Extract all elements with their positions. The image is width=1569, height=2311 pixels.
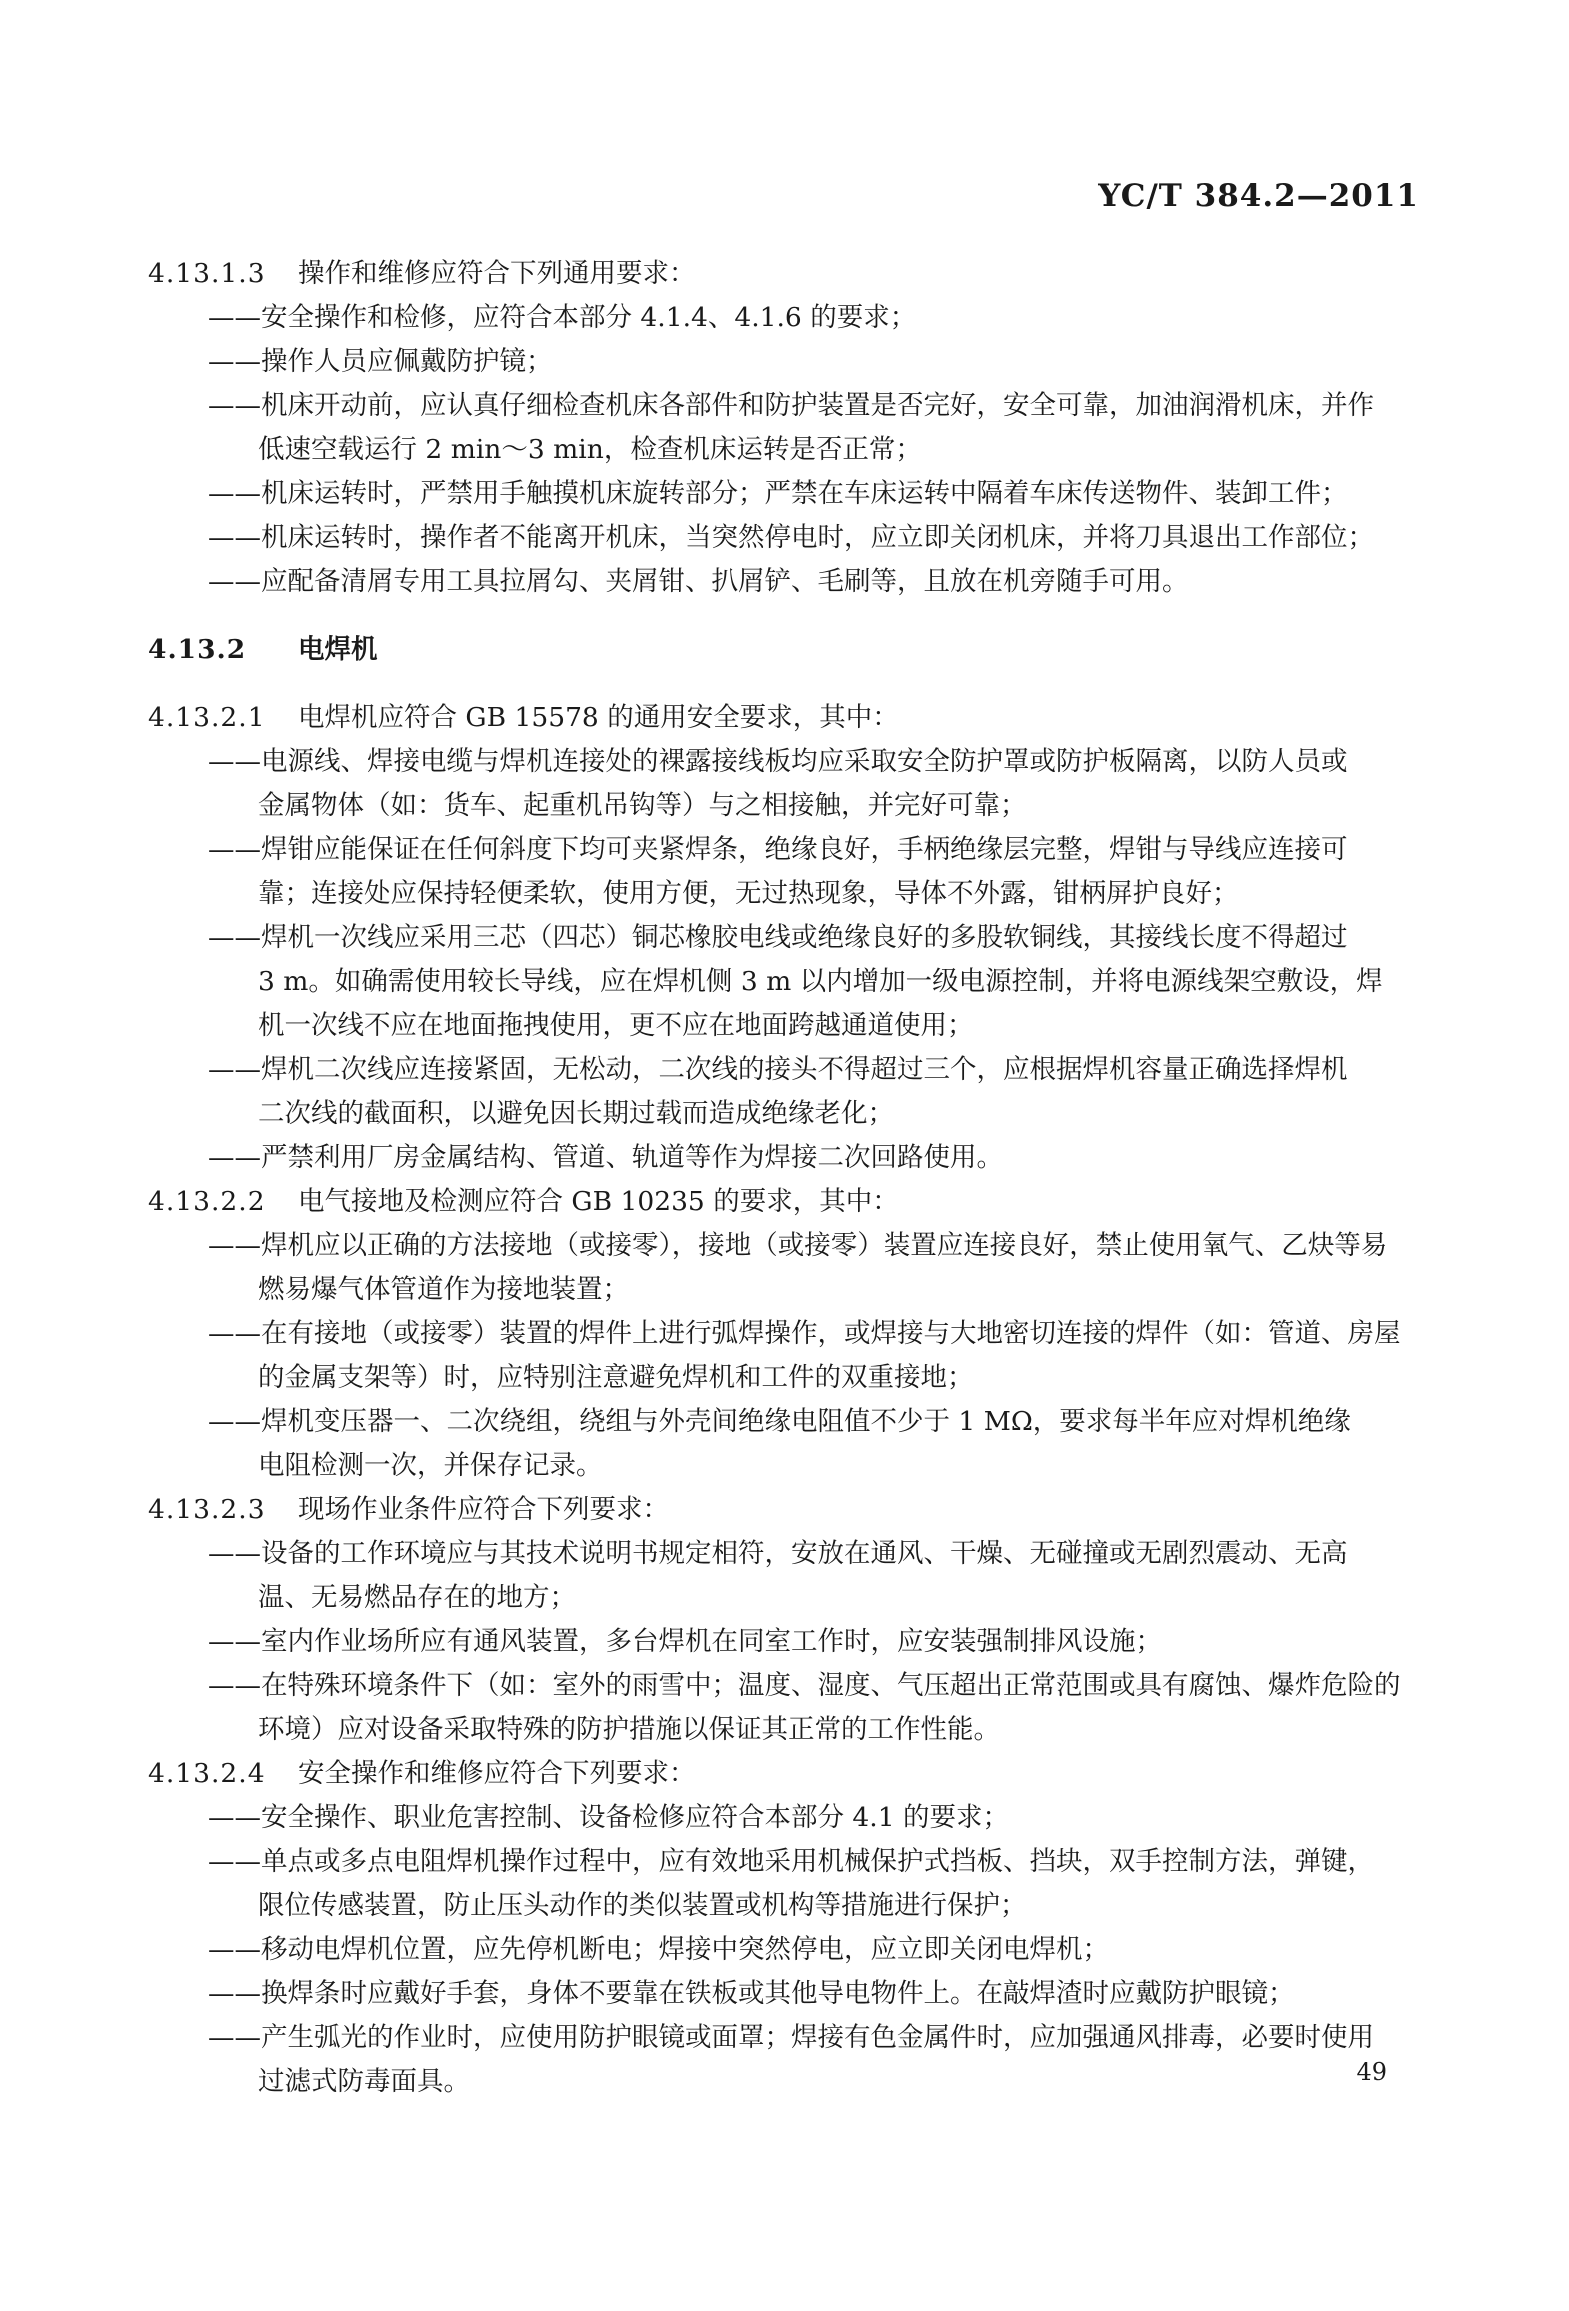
- clause-number: 4.13.1.3: [148, 258, 266, 289]
- clause-line: [148, 1180, 1420, 1224]
- list-item: ——室内作业场所应有通风装置，多台焊机在同室工作时，应安装强制排风设施；: [208, 1626, 1162, 1657]
- list-item-continuation: 低速空载运行 2 min～3 min，检查机床运转是否正常；: [258, 434, 922, 465]
- clause-number: 4.13.2.4: [148, 1758, 266, 1789]
- list-item: ——单点或多点电阻焊机操作过程中，应有效地采用机械保护式挡板、挡块，双手控制方法，弹键，: [208, 1846, 1374, 1877]
- list-item: ——设备的工作环境应与其技术说明书规定相符，安放在通风、干燥、无碰撞或无剧烈震动、无高: [208, 1538, 1348, 1569]
- list-item-continuation: 环境）应对设备采取特殊的防护措施以保证其正常的工作性能。: [258, 1714, 1000, 1745]
- list-item-continuation: 机一次线不应在地面拖拽使用，更不应在地面跨越通道使用；: [258, 1010, 974, 1041]
- list-item: ——严禁利用厂房金属结构、管道、轨道等作为焊接二次回路使用。: [208, 1142, 1003, 1173]
- clause-text: 电焊机应符合 GB 15578 的通用安全要求，其中：: [298, 702, 899, 733]
- list-item: ——机床开动前，应认真仔细检查机床各部件和防护装置是否完好，安全可靠，加油润滑机床，并作: [208, 390, 1374, 421]
- list-item-continuation: 电阻检测一次，并保存记录。: [258, 1450, 603, 1481]
- clause-number: 4.13.2.1: [148, 702, 266, 733]
- clause-line: [148, 252, 1420, 296]
- clause-text: 安全操作和维修应符合下列要求：: [298, 1758, 696, 1789]
- clause-text: 电焊机: [298, 634, 378, 665]
- list-item: ——安全操作和检修，应符合本部分 4.1.4、4.1.6 的要求；: [208, 302, 917, 333]
- list-item-continuation: 的金属支架等）时，应特别注意避免焊机和工件的双重接地；: [258, 1362, 974, 1393]
- section-heading: [148, 628, 1420, 672]
- list-item: ——焊机一次线应采用三芯（四芯）铜芯橡胶电线或绝缘良好的多股软铜线，其接线长度不得超过: [208, 922, 1348, 953]
- list-item-continuation: 过滤式防毒面具。: [258, 2066, 470, 2097]
- clause-text: 操作和维修应符合下列通用要求：: [298, 258, 696, 289]
- list-item: ——焊机应以正确的方法接地（或接零），接地（或接零）装置应连接良好，禁止使用氧气、乙炔等易: [208, 1230, 1388, 1261]
- list-item: ——移动电焊机位置，应先停机断电；焊接中突然停电，应立即关闭电焊机；: [208, 1934, 1109, 1965]
- page-number: 49: [1356, 2058, 1387, 2086]
- list-item: ——焊钳应能保证在任何斜度下均可夹紧焊条，绝缘良好，手柄绝缘层完整，焊钳与导线应连接可: [208, 834, 1348, 865]
- list-item: ——安全操作、职业危害控制、设备检修应符合本部分 4.1 的要求；: [208, 1802, 1009, 1833]
- clause-number: 4.13.2.3: [148, 1494, 266, 1525]
- list-item: ——操作人员应佩戴防护镜；: [208, 346, 553, 377]
- list-item-continuation: 靠；连接处应保持轻便柔软，使用方便，无过热现象，导体不外露，钳柄屏护良好；: [258, 878, 1239, 909]
- list-item-continuation: 温、无易燃品存在的地方；: [258, 1582, 576, 1613]
- list-item: ——焊机二次线应连接紧固，无松动，二次线的接头不得超过三个，应根据焊机容量正确选择焊机: [208, 1054, 1348, 1085]
- clause-line: [148, 1488, 1420, 1532]
- list-item-continuation: 金属物体（如：货车、起重机吊钩等）与之相接触，并完好可靠；: [258, 790, 1027, 821]
- list-item: ——在特殊环境条件下（如：室外的雨雪中；温度、湿度、气压超出正常范围或具有腐蚀、爆炸危险的: [208, 1670, 1401, 1701]
- list-item: ——应配备清屑专用工具拉屑勾、夹屑钳、扒屑铲、毛刷等，且放在机旁随手可用。: [208, 566, 1189, 597]
- list-item: ——产生弧光的作业时，应使用防护眼镜或面罩；焊接有色金属件时，应加强通风排毒，必要时使用: [208, 2022, 1374, 2053]
- list-item-continuation: 二次线的截面积，以避免因长期过载而造成绝缘老化；: [258, 1098, 894, 1129]
- clause-line: [148, 696, 1420, 740]
- list-item: ——电源线、焊接电缆与焊机连接处的裸露接线板均应采取安全防护罩或防护板隔离，以防人员或: [208, 746, 1348, 777]
- clause-number: 4.13.2.2: [148, 1186, 266, 1217]
- document-body: [148, 252, 1420, 2104]
- list-item-continuation: 限位传感装置，防止压头动作的类似装置或机构等措施进行保护；: [258, 1890, 1027, 1921]
- clause-text: 现场作业条件应符合下列要求：: [298, 1494, 669, 1525]
- list-item-continuation: 3 m。如确需使用较长导线，应在焊机侧 3 m 以内增加一级电源控制，并将电源线架空敷设，焊: [258, 966, 1383, 997]
- list-item: ——换焊条时应戴好手套，身体不要靠在铁板或其他导电物件上。在敲焊渣时应戴防护眼镜；: [208, 1978, 1295, 2009]
- list-item: ——在有接地（或接零）装置的焊件上进行弧焊操作，或焊接与大地密切连接的焊件（如：管道、房屋: [208, 1318, 1401, 1349]
- list-item-continuation: 燃易爆气体管道作为接地装置；: [258, 1274, 629, 1305]
- clause-number: 4.13.2: [148, 634, 247, 665]
- standard-code-header: YC/T 384.2—2011: [1098, 178, 1419, 214]
- clause-line: [148, 1752, 1420, 1796]
- list-item: ——机床运转时，严禁用手触摸机床旋转部分；严禁在车床运转中隔着车床传送物件、装卸工件；: [208, 478, 1348, 509]
- clause-text: 电气接地及检测应符合 GB 10235 的要求，其中：: [298, 1186, 899, 1217]
- list-item: ——机床运转时，操作者不能离开机床，当突然停电时，应立即关闭机床，并将刀具退出工作部位；: [208, 522, 1374, 553]
- list-item: ——焊机变压器一、二次绕组，绕组与外壳间绝缘电阻值不少于 1 MΩ，要求每半年应对焊机绝缘: [208, 1406, 1351, 1437]
